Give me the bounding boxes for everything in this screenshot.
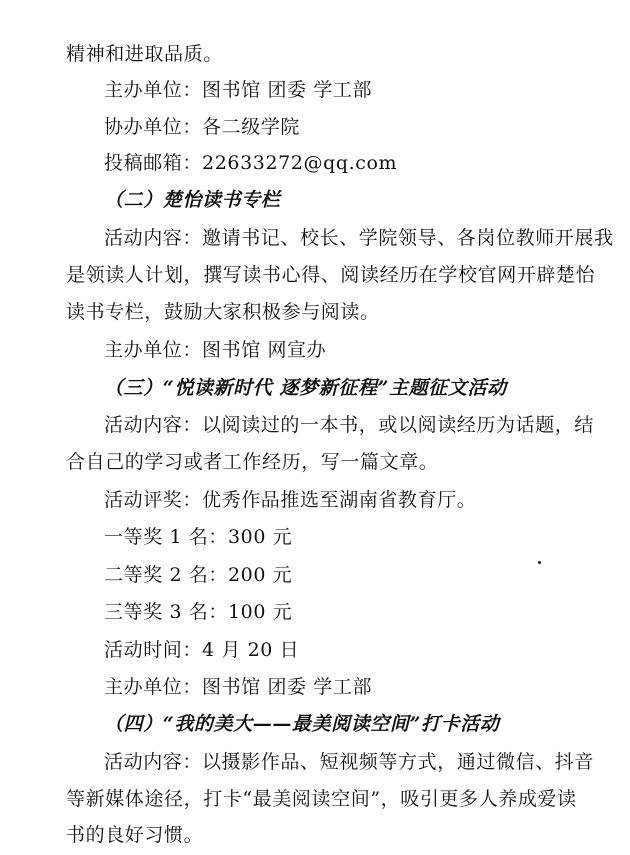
activity-time-line: 活动时间：4 月 20 日 [104,639,300,661]
organizer-line: 主办单位：图书馆 团委 学工部 [104,676,373,698]
paragraph-continuation: 是领读人计划，撰写读书心得、阅读经历在学校官网开辟楚怡 [66,264,596,286]
organizer-line: 主办单位：图书馆 团委 学工部 [104,79,373,101]
paragraph-continuation: 等新媒体途径，打卡“最美阅读空间”，吸引更多人养成爱读 [66,788,577,810]
paragraph-continuation: 读书专栏，鼓励大家积极参与阅读。 [66,301,380,323]
co-organizer-line: 协办单位：各二级学院 [104,116,301,138]
section-heading-4: （四）“我的美大——最美阅读空间”打卡活动 [104,713,500,735]
section-heading-3: （三）“悦读新时代 逐梦新征程”主题征文活动 [104,377,507,399]
scan-speck [538,561,541,564]
activity-content-line: 活动内容：以摄影作品、短视频等方式，通过微信、抖音 [104,751,595,773]
paragraph-continuation: 精神和进取品质。 [66,43,223,65]
section-heading-2: （二）楚怡读书专栏 [104,189,281,211]
award-line: 活动评奖：优秀作品推选至湖南省教育厅。 [104,489,477,511]
submission-email-line: 投稿邮箱：22633272@qq.com [104,152,398,174]
paragraph-continuation: 合自己的学习或者工作经历，写一篇文章。 [66,451,439,473]
activity-content-line: 活动内容：邀请书记、校长、学院领导、各岗位教师开展我 [104,227,614,249]
second-prize-line: 二等奖 2 名：200 元 [104,564,293,586]
first-prize-line: 一等奖 1 名：300 元 [104,526,293,548]
activity-content-line: 活动内容：以阅读过的一本书，或以阅读经历为话题，结 [104,414,595,436]
paragraph-continuation: 书的良好习惯。 [66,824,204,846]
organizer-line: 主办单位：图书馆 网宣办 [104,339,327,361]
third-prize-line: 三等奖 3 名：100 元 [104,601,293,623]
